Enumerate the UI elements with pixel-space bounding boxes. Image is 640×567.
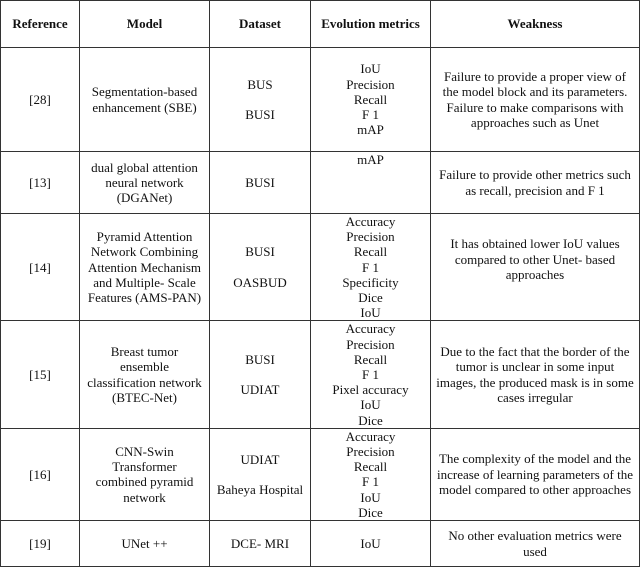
model-cell: Segmentation-based enhancement (SBE) xyxy=(80,48,210,152)
header-row xyxy=(1,1,640,48)
dataset-cell: BUSI OASBUD xyxy=(210,214,311,321)
model-cell: dual global attention neural network (DGANet) xyxy=(80,152,210,214)
metrics-cell: IoU Precision Recall F 1 mAP xyxy=(311,48,431,152)
weakness-cell: Failure to provide other metrics such as recall, precision and F 1 xyxy=(431,152,640,214)
dataset-cell: UDIAT Baheya Hospital xyxy=(210,428,311,520)
reference-cell: [13] xyxy=(1,152,80,214)
dataset-cell: BUSI xyxy=(210,152,311,214)
weakness-cell: Failure to provide a proper view of the model block and its parameters. Failure to make comparisons with approaches such as Unet xyxy=(431,48,640,152)
header-weakness: Weakness xyxy=(431,1,640,48)
reference-cell: [28] xyxy=(1,48,80,152)
metrics-cell: Accuracy Precision Recall F 1 Specificity Dice IoU xyxy=(311,214,431,321)
model-cell: Breast tumor ensemble classification network (BTEC-Net) xyxy=(80,321,210,428)
header-model: Model xyxy=(80,1,210,48)
model-cell: Pyramid Attention Network Combining Attention Mechanism and Multiple- Scale Features (AMS-PAN) xyxy=(80,214,210,321)
reference-cell: [15] xyxy=(1,321,80,428)
header-dataset: Dataset xyxy=(210,1,311,48)
dataset-cell: BUS BUSI xyxy=(210,48,311,152)
weakness-cell: The complexity of the model and the increase of learning parameters of the model compared to other approaches xyxy=(431,428,640,520)
table-row xyxy=(1,321,640,428)
table-row xyxy=(1,428,640,520)
weakness-cell: Due to the fact that the border of the tumor is unclear in some input images, the produced mask is in some cases irregular xyxy=(431,321,640,428)
header-metrics: Evolution metrics xyxy=(311,1,431,48)
reference-cell: [19] xyxy=(1,521,80,567)
dataset-cell: DCE- MRI xyxy=(210,521,311,567)
weakness-cell: It has obtained lower IoU values compared to other Unet- based approaches xyxy=(431,214,640,321)
table-row xyxy=(1,152,640,214)
table-row xyxy=(1,214,640,321)
model-cell: CNN-Swin Transformer combined pyramid network xyxy=(80,428,210,520)
weakness-cell: No other evaluation metrics were used xyxy=(431,521,640,567)
header-reference: Reference xyxy=(1,1,80,48)
table-row xyxy=(1,48,640,152)
model-cell: UNet ++ xyxy=(80,521,210,567)
reference-cell: [16] xyxy=(1,428,80,520)
metrics-cell: mAP xyxy=(311,152,431,214)
metrics-cell: Accuracy Precision Recall F 1 IoU Dice xyxy=(311,428,431,520)
reference-cell: [14] xyxy=(1,214,80,321)
metrics-cell: IoU xyxy=(311,521,431,567)
dataset-cell: BUSI UDIAT xyxy=(210,321,311,428)
table-row xyxy=(1,521,640,567)
metrics-cell: Accuracy Precision Recall F 1 Pixel accuracy IoU Dice xyxy=(311,321,431,428)
